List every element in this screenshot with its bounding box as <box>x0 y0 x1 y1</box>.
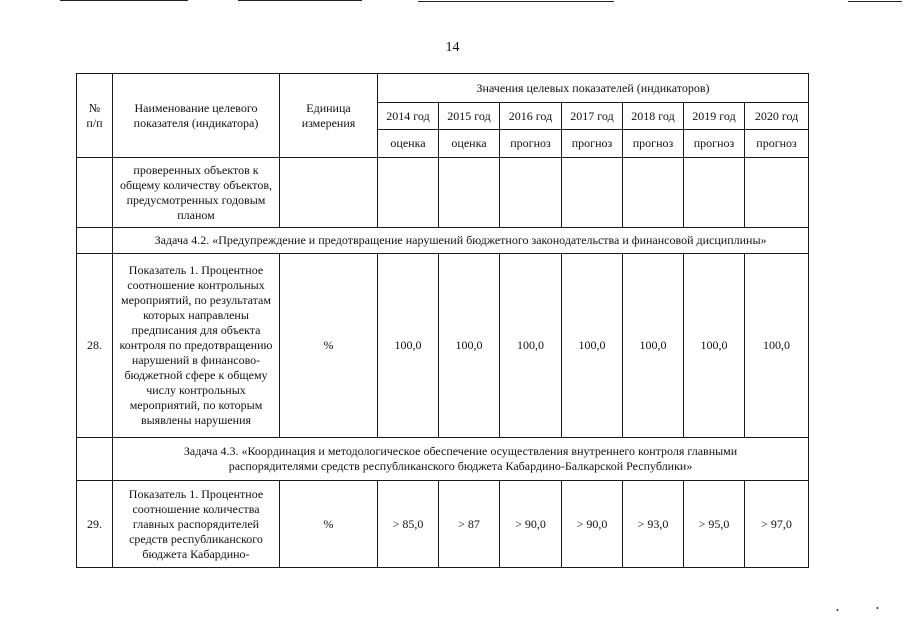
cell-value <box>500 158 562 228</box>
header-year: 2020 год <box>745 103 809 130</box>
cell-unit: % <box>280 481 378 568</box>
header-kind: оценка <box>439 130 500 158</box>
header-kind: прогноз <box>562 130 623 158</box>
cell-value: 100,0 <box>745 254 809 438</box>
table-row <box>77 481 809 568</box>
cell-value <box>745 158 809 228</box>
cell-value <box>562 158 623 228</box>
header-name: Наименование целевого показателя (индикатора) <box>113 74 280 158</box>
cell-value <box>684 158 745 228</box>
task-4-2-title: Задача 4.2. «Предупреждение и предотвращение нарушений бюджетного законодательства и финансовой дисциплины» <box>113 228 809 254</box>
cell-value: > 95,0 <box>684 481 745 568</box>
cell-value: > 85,0 <box>378 481 439 568</box>
top-rule-4 <box>848 1 902 2</box>
header-unit: Единица измерения <box>280 74 378 158</box>
header-kind: прогноз <box>623 130 684 158</box>
task-4-3-title: Задача 4.3. «Координация и методологическое обеспечение осуществления внутреннего контроля главными распорядителями средств республиканского бюджета Кабардино-Балкарской Республики» <box>113 438 809 481</box>
header-kind: прогноз <box>684 130 745 158</box>
cell-value: 100,0 <box>562 254 623 438</box>
header-num: № п/п <box>77 74 113 158</box>
header-values-title: Значения целевых показателей (индикаторов) <box>378 74 809 103</box>
page-number: 14 <box>445 40 460 55</box>
row-number: 28. <box>77 254 113 438</box>
cell-value: 100,0 <box>378 254 439 438</box>
cell-value <box>378 158 439 228</box>
row-number: 29. <box>77 481 113 568</box>
top-rule-1 <box>60 0 188 1</box>
cell-value: > 97,0 <box>745 481 809 568</box>
top-rule-2 <box>238 0 362 1</box>
cell-value: > 90,0 <box>562 481 623 568</box>
cell-value <box>623 158 684 228</box>
cell-value: 100,0 <box>623 254 684 438</box>
scan-speck: • <box>836 606 839 615</box>
cell-value: > 87 <box>439 481 500 568</box>
cell-value: 100,0 <box>500 254 562 438</box>
cell-value: > 90,0 <box>500 481 562 568</box>
cell-num <box>77 228 113 254</box>
cell-unit <box>280 158 378 228</box>
header-year: 2017 год <box>562 103 623 130</box>
cell-name: Показатель 1. Процентное соотношение количества главных распорядителей средств республиканского бюджета Кабардино- <box>113 481 280 568</box>
header-year: 2015 год <box>439 103 500 130</box>
cell-value: > 93,0 <box>623 481 684 568</box>
table-row <box>77 158 809 228</box>
cell-num <box>77 158 113 228</box>
header-year: 2019 год <box>684 103 745 130</box>
cell-num <box>77 438 113 481</box>
cell-name: Показатель 1. Процентное соотношение контрольных мероприятий, по результатам которых направлены предписания для объекта контроля по предотвращению нарушений в финансово-бюджетной сфере к общему числу контрольных мероприятий, по которым выявлены нарушения <box>113 254 280 438</box>
header-year: 2014 год <box>378 103 439 130</box>
cell-unit: % <box>280 254 378 438</box>
header-kind: оценка <box>378 130 439 158</box>
header-kind: прогноз <box>500 130 562 158</box>
header-year: 2016 год <box>500 103 562 130</box>
indicators-table <box>76 73 809 568</box>
scan-speck: • <box>876 604 879 613</box>
header-year: 2018 год <box>623 103 684 130</box>
header-kind: прогноз <box>745 130 809 158</box>
top-rule-3 <box>418 1 614 2</box>
cell-name: проверенных объектов к общему количеству объектов, предусмотренных годовым планом <box>113 158 280 228</box>
task-row <box>77 228 809 254</box>
table-row <box>77 254 809 438</box>
cell-value: 100,0 <box>439 254 500 438</box>
cell-value <box>439 158 500 228</box>
task-row <box>77 438 809 481</box>
cell-value: 100,0 <box>684 254 745 438</box>
